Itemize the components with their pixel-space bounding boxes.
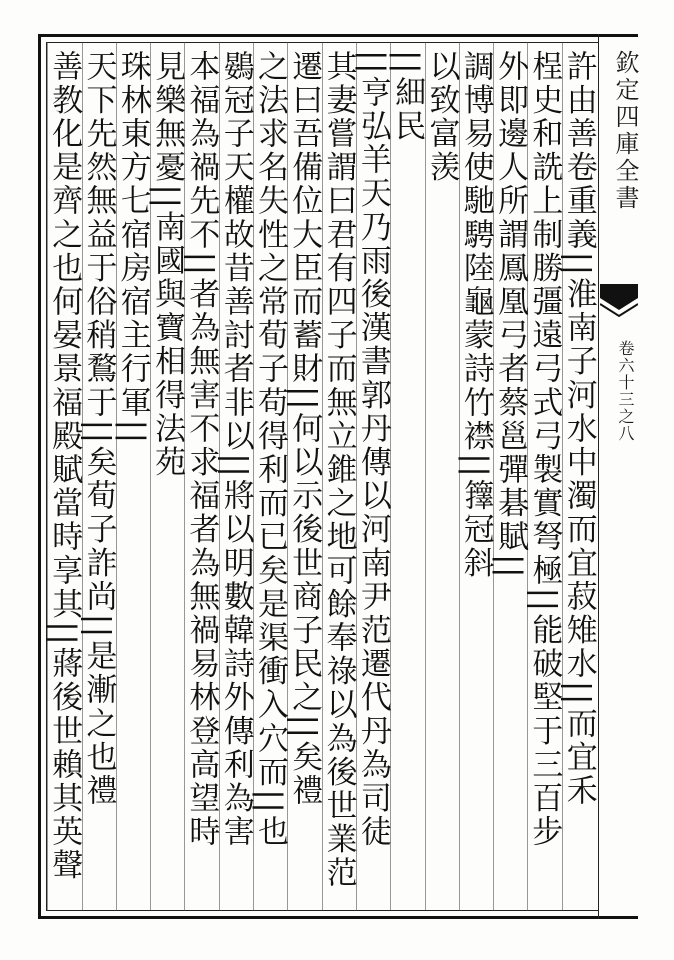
text-column: 桯史和詵上制勝彊遠弓式弓製實弩極||能破堅于三百步: [526, 50, 563, 849]
text-column: 善教化是齊之也何晏景福殿賦當時享其||蔣後世賴其英聲: [46, 50, 83, 883]
text-column: 許由善卷重義||淮南子河水中濁而宜菽雉水||而宜禾: [560, 50, 597, 808]
text-column: 以致富羡: [423, 50, 460, 185]
volume-label: 卷六十三之八: [616, 340, 635, 442]
book-title: 欽定四庫全書: [611, 50, 639, 212]
text-column: 遷曰吾備位大臣而蓄財||何以示後世商子民之||矣禮: [286, 50, 323, 808]
text-column: 鷃冠子天權故昔善討者非以||將以明數韓詩外傳利為害: [217, 50, 254, 849]
text-column: 其妻嘗謂曰君有四子而無立錐之地可餘奉祿以為後世業范: [320, 50, 357, 890]
text-column: 見樂無憂||南國與寶相得法苑: [149, 50, 186, 480]
text-column: 珠林東方七宿房宿主行軍||: [114, 50, 151, 446]
text-column: 外即邊人所謂鳳凰弓者蔡邕彈碁賦||: [492, 50, 529, 581]
fishtail-mark-icon: [600, 284, 638, 324]
text-column: ||細民: [389, 50, 426, 144]
text-column: 本福為禍先不||者為無害不求福者為無禍易林登高望時: [183, 50, 220, 849]
text-column: 之法求名失性之常荀子苟得利而已矣是渠衝入穴而||也: [252, 50, 288, 849]
text-column: 天下先然無益于俗稍鶩于||矣荀子詐尚||是漸之也禮: [80, 50, 117, 808]
text-column: ||亨弘羊天乃雨後漢書郭丹傳以河南尹范遷代丹為司徒: [354, 50, 391, 849]
text-column: 調博易使馳騁陸龜蒙詩竹襟||籜冠斜: [457, 50, 494, 581]
